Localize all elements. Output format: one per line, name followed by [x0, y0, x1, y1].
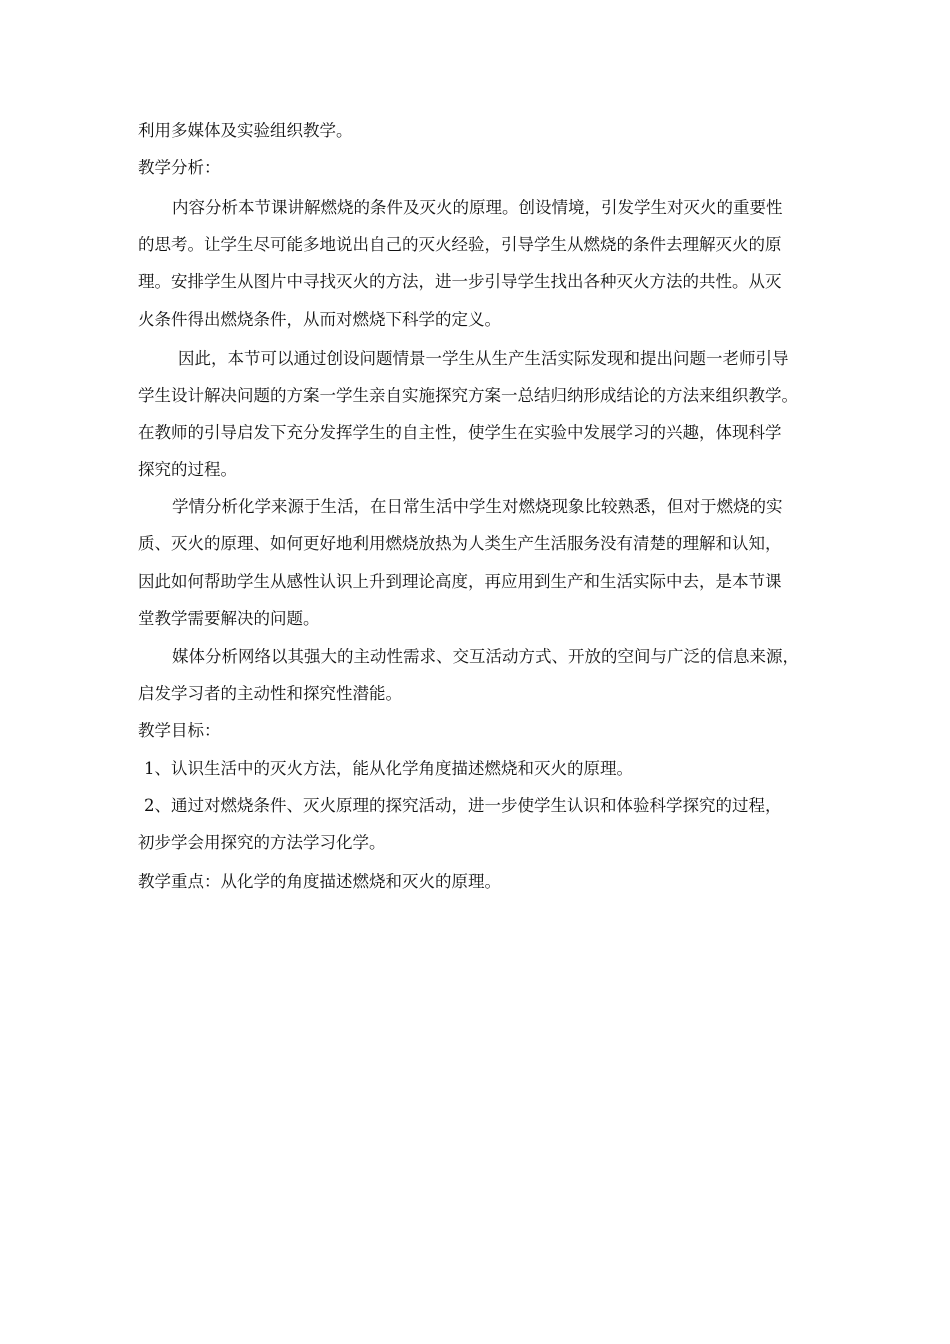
text-line-intro: 利用多媒体及实验组织教学。: [138, 121, 353, 140]
text-line-student-analysis-3: 因此如何帮助学生从感性认识上升到理论高度，再应用到生产和生活实际中去，是本节课: [138, 572, 782, 591]
text-line-media-analysis-2: 启发学习者的主动性和探究性潜能。: [138, 684, 402, 703]
text-line-method-1: 因此，本节可以通过创设问题情景一学生从生产生活实际发现和提出问题一老师引导: [178, 349, 789, 368]
text-line-method-2: 学生设计解决问题的方案一学生亲自实施探究方案一总结归纳形成结论的方法来组织教学。: [138, 386, 798, 405]
text-line-content-analysis-1: 内容分析本节课讲解燃烧的条件及灭火的原理。创设情境，引发学生对灭火的重要性: [172, 198, 783, 217]
text-line-method-3: 在教师的引导启发下充分发挥学生的自主性，使学生在实验中发展学习的兴趣，体现科学: [138, 423, 782, 442]
text-line-student-analysis-4: 堂教学需要解决的问题。: [138, 609, 320, 628]
text-line-content-analysis-3: 理。安排学生从图片中寻找灭火的方法，进一步引导学生找出各种灭火方法的共性。从灭: [138, 272, 782, 291]
heading-teaching-goals: 教学目标：: [138, 721, 221, 740]
text-line-content-analysis-4: 火条件得出燃烧条件，从而对燃烧下科学的定义。: [138, 310, 501, 329]
text-line-method-4: 探究的过程。: [138, 460, 237, 479]
text-line-student-analysis-2: 质、灭火的原理、如何更好地利用燃烧放热为人类生产生活服务没有清楚的理解和认知，: [138, 534, 782, 553]
goal-item-1: 1、认识生活中的灭火方法，能从化学角度描述燃烧和灭火的原理。: [144, 759, 633, 778]
text-line-media-analysis-1: 媒体分析网络以其强大的主动性需求、交互活动方式、开放的空间与广泛的信息来源，: [172, 647, 799, 666]
text-line-student-analysis-1: 学情分析化学来源于生活，在日常生活中学生对燃烧现象比较熟悉，但对于燃烧的实: [172, 497, 783, 516]
goal-item-2-line-2: 初步学会用探究的方法学习化学。: [138, 833, 386, 852]
goal-item-2-line-1: 2、通过对燃烧条件、灭火原理的探究活动，进一步使学生认识和体验科学探究的过程，: [144, 796, 782, 815]
text-line-content-analysis-2: 的思考。让学生尽可能多地说出自己的灭火经验，引导学生从燃烧的条件去理解灭火的原: [138, 235, 782, 254]
heading-teaching-analysis: 教学分析：: [138, 158, 221, 177]
teaching-focus: 教学重点：从化学的角度描述燃烧和灭火的原理。: [138, 872, 501, 891]
